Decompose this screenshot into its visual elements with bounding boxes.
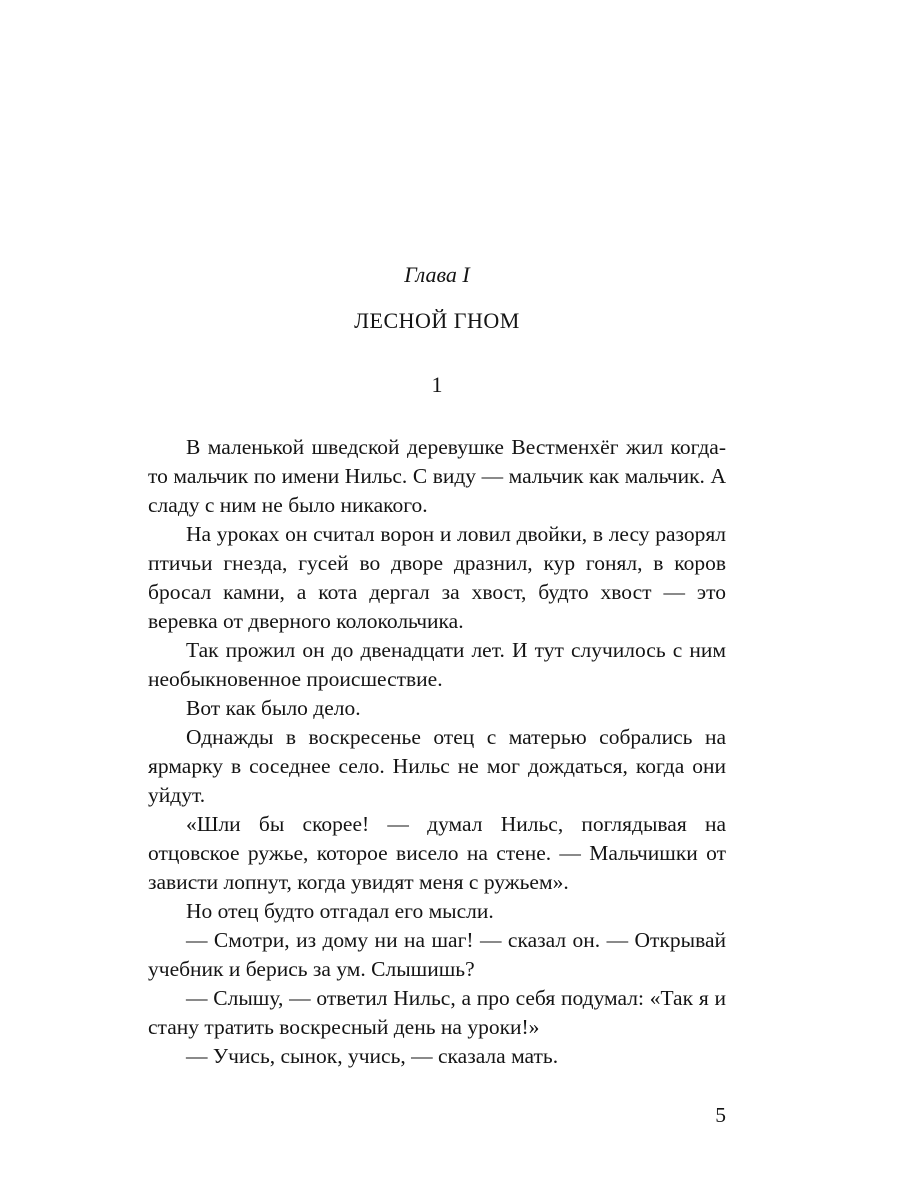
- paragraph: «Шли бы скорее! — думал Нильс, поглядывая на отцовское ружье, которое висело на стене. — Мальчишки от зависти лопнут, когда увидят меня с ружьем».: [148, 812, 726, 894]
- paragraph: — Учись, сынок, учись, — сказала мать.: [186, 1044, 559, 1068]
- paragraph: Но отец будто отгадал его мысли.: [186, 899, 494, 923]
- paragraph: — Слышу, — ответил Нильс, а про себя подумал: «Так я и стану тратить воскресный день на уроки!»: [148, 986, 726, 1039]
- section-number: 1: [431, 372, 443, 397]
- paragraph: Однажды в воскресенье отец с матерью собрались на ярмарку в соседнее село. Нильс не мог дождаться, когда они уйдут.: [148, 725, 726, 807]
- story-title: ЛЕСНОЙ ГНОМ: [354, 308, 520, 333]
- paragraph: Так прожил он до двенадцати лет. И тут случилось с ним необыкновенное происшествие.: [148, 638, 726, 691]
- text-block: [148, 264, 726, 1071]
- page-number: 5: [715, 1103, 726, 1127]
- paragraph: На уроках он считал ворон и ловил двойки, в лесу разорял птичьи гнезда, гусей во дворе дразнил, кур гонял, в коров бросал камни, а кота дергал за хвост, будто хвост — это веревка от дверного колокольчика.: [148, 522, 726, 633]
- body-text: [148, 433, 726, 1071]
- paragraph: Вот как было дело.: [186, 696, 361, 720]
- paragraph: — Смотри, из дому ни на шаг! — сказал он. — Открывай учебник и берись за ум. Слышишь?: [148, 928, 726, 981]
- paragraph: В маленькой шведской деревушке Вестменхёг жил когда-то мальчик по имени Нильс. С виду — мальчик как мальчик. А сладу с ним не было никакого.: [148, 435, 726, 517]
- chapter-heading: Глава I: [404, 262, 470, 287]
